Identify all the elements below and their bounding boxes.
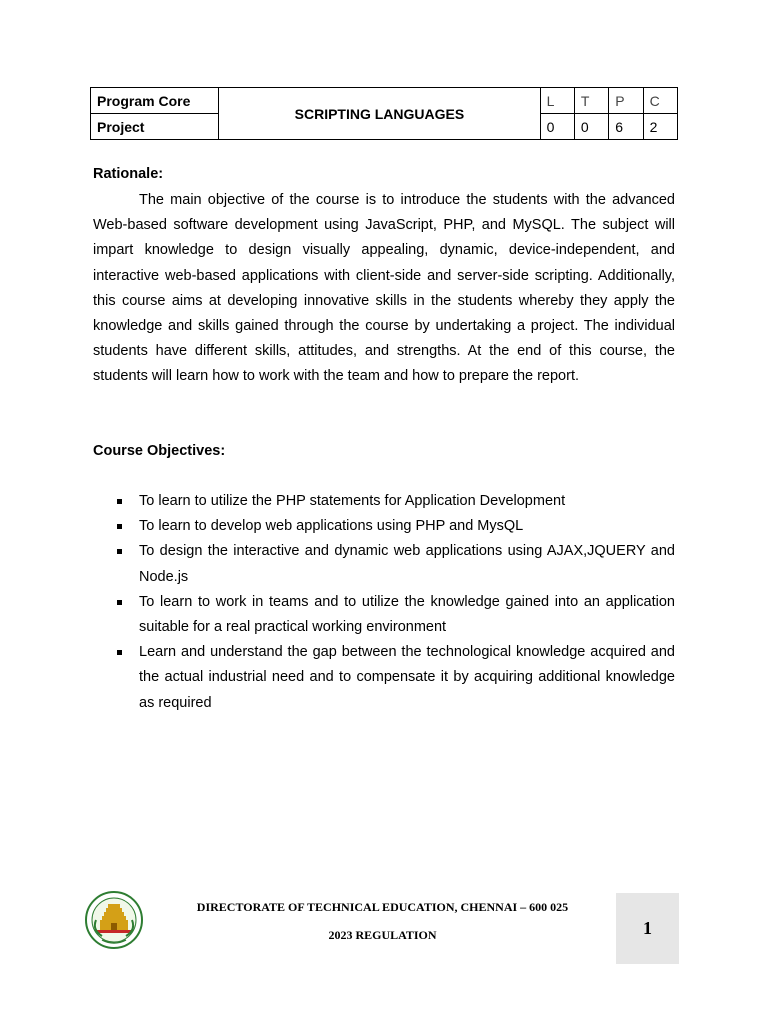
header-row-1	[91, 88, 678, 114]
page-number: 1	[616, 893, 679, 964]
list-item: To learn to develop web applications using PHP and MysQL	[115, 514, 675, 539]
bullet-icon	[117, 524, 122, 529]
bullet-icon	[117, 600, 122, 605]
list-item: Learn and understand the gap between the technological knowledge acquired and the actual industrial need and to compensate it by acquiring additional knowledge as required	[115, 640, 675, 716]
ltpc-label-p: P	[609, 88, 643, 114]
list-item: To learn to utilize the PHP statements for Application Development	[115, 489, 675, 514]
objectives-heading: Course Objectives:	[93, 443, 226, 459]
ltpc-value-t: 0	[574, 114, 608, 140]
ltpc-label-c: C	[643, 88, 677, 114]
category-project: Project	[91, 114, 219, 140]
footer-regulation: 2023 REGULATION	[328, 928, 437, 942]
objectives-list	[115, 489, 675, 716]
ltpc-label-l: L	[540, 88, 574, 114]
footer-directorate: DIRECTORATE OF TECHNICAL EDUCATION, CHENNAI – 600 025	[196, 900, 569, 914]
list-item: To learn to work in teams and to utilize the knowledge gained into an application suitable for a real practical working environment	[115, 590, 675, 640]
ltpc-label-t: T	[574, 88, 608, 114]
bullet-icon	[117, 549, 122, 554]
ltpc-value-l: 0	[540, 114, 574, 140]
bullet-icon	[117, 499, 122, 504]
tamil-nadu-emblem-icon	[84, 890, 144, 950]
rationale-heading: Rationale:	[93, 166, 164, 182]
category-program-core: Program Core	[91, 88, 219, 114]
list-item: To design the interactive and dynamic web applications using AJAX,JQUERY and Node.js	[115, 539, 675, 589]
course-header-table	[90, 87, 678, 140]
bullet-icon	[117, 650, 122, 655]
ltpc-value-c: 2	[643, 114, 677, 140]
ltpc-value-p: 6	[609, 114, 643, 140]
rationale-paragraph	[93, 188, 675, 390]
rationale-text: The main objective of the course is to introduce the students with the advanced Web-based software development using JavaScript, PHP, and MySQL. The subject will impart knowledge to design visually appealing, dynamic, device-independent, and interactive web-based applications with client-side and server-side scripting. Additionally, this course aims at developing innovative skills in the students whereby they apply the knowledge and skills gained through the course by undertaking a project. The individual students have different skills, attitudes, and strengths. At the end of this course, the students will learn how to work with the team and how to prepare the report.	[93, 192, 675, 385]
course-title: SCRIPTING LANGUAGES	[219, 88, 540, 140]
